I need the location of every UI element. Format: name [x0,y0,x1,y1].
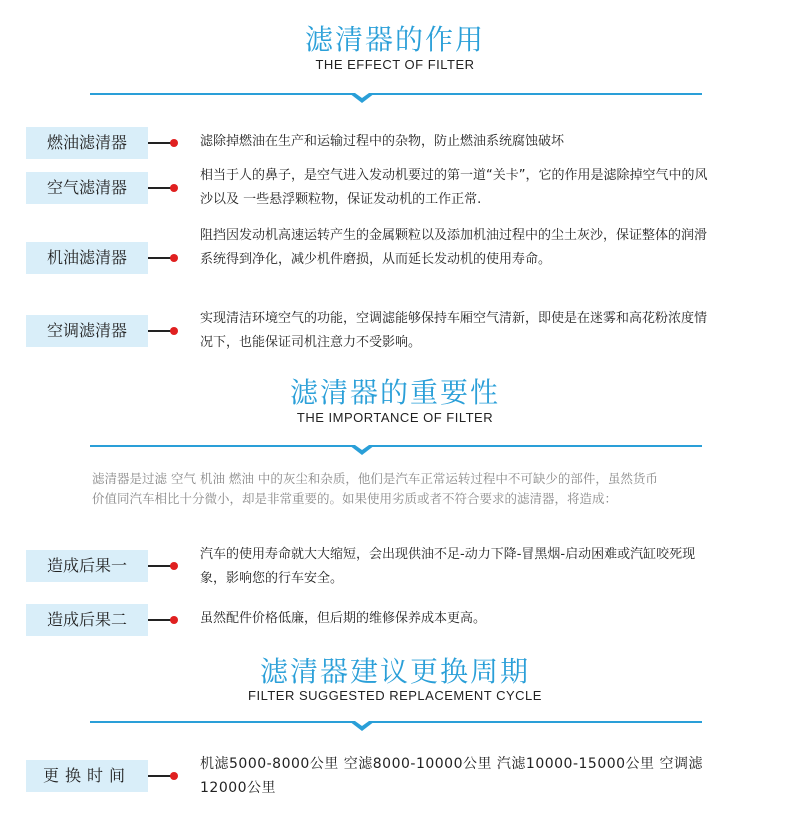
importance-title: 滤清器的重要性 [289,376,500,409]
cycle-title: 滤清器建议更换周期 [259,655,530,688]
desc-cabin-filter: 实现清洁环境空气的功能，空调滤能够保持车厢空气清新，即使是在迷雾和高花粉浓度情况下，也能保证司机注意力不受影响。 [200,311,708,350]
connector-line [148,775,172,777]
connector-line [148,330,172,332]
desc-replacement-time: 机滤5000-8000公里 空滤8000-10000公里 汽滤10000-15000公里 空调滤12000公里 [200,756,704,796]
desc-consequence-two: 虽然配件价格低廉，但后期的维修保养成本更高。 [200,611,487,626]
desc-consequence-one: 汽车的使用寿命就大大缩短，会出现供油不足-动力下降-冒黑烟-启动困难或汽缸咬死现象，影响您的行车安全。 [200,547,696,586]
label-oil-filter: 机油滤清器 [26,242,148,274]
effect-divider [90,93,702,95]
connector-line [148,565,172,567]
connector-line [148,619,172,621]
red-dot-icon [170,772,178,780]
effect-title: 滤清器的作用 [304,23,485,56]
cycle-chevron-down-icon [349,721,375,731]
red-dot-icon [170,184,178,192]
label-air-filter: 空气滤清器 [26,172,148,204]
effect-chevron-down-icon [349,93,375,103]
label-consequence-one: 造成后果一 [26,550,148,582]
cycle-subtitle: FILTER SUGGESTED REPLACEMENT CYCLE [248,688,542,703]
cycle-divider [90,721,702,723]
importance-subtitle: THE IMPORTANCE OF FILTER [296,410,494,425]
effect-subtitle: THE EFFECT OF FILTER [315,57,475,72]
label-cabin-filter: 空调滤清器 [26,315,148,347]
red-dot-icon [170,139,178,147]
importance-divider [90,445,702,447]
importance-chevron-down-icon [349,445,375,455]
desc-air-filter: 相当于人的鼻子，是空气进入发动机要过的第一道“关卡”，它的作用是滤除掉空气中的风沙以及 一些悬浮颗粒物，保证发动机的工作正常. [200,168,708,207]
red-dot-icon [170,562,178,570]
importance-intro: 滤清器是过滤 空气 机油 燃油 中的灰尘和杂质，他们是汽车正常运转过程中不可缺少的部件，虽然货币价值同汽车相比十分微小，却是非常重要的。如果使用劣质或者不符合要求的滤清器，将造成： [92,471,658,506]
label-replacement-time: 更换时间 [26,760,148,792]
red-dot-icon [170,327,178,335]
desc-oil-filter: 阻挡因发动机高速运转产生的金属颗粒以及添加机油过程中的尘土灰沙，保证整体的润滑系统得到净化，减少机件磨损，从而延长发动机的使用寿命。 [200,228,708,267]
connector-line [148,142,172,144]
connector-line [148,257,172,259]
red-dot-icon [170,254,178,262]
connector-line [148,187,172,189]
label-consequence-two: 造成后果二 [26,604,148,636]
label-fuel-filter: 燃油滤清器 [26,127,148,159]
desc-fuel-filter: 滤除掉燃油在生产和运输过程中的杂物，防止燃油系统腐蚀破坏 [200,134,565,149]
red-dot-icon [170,616,178,624]
